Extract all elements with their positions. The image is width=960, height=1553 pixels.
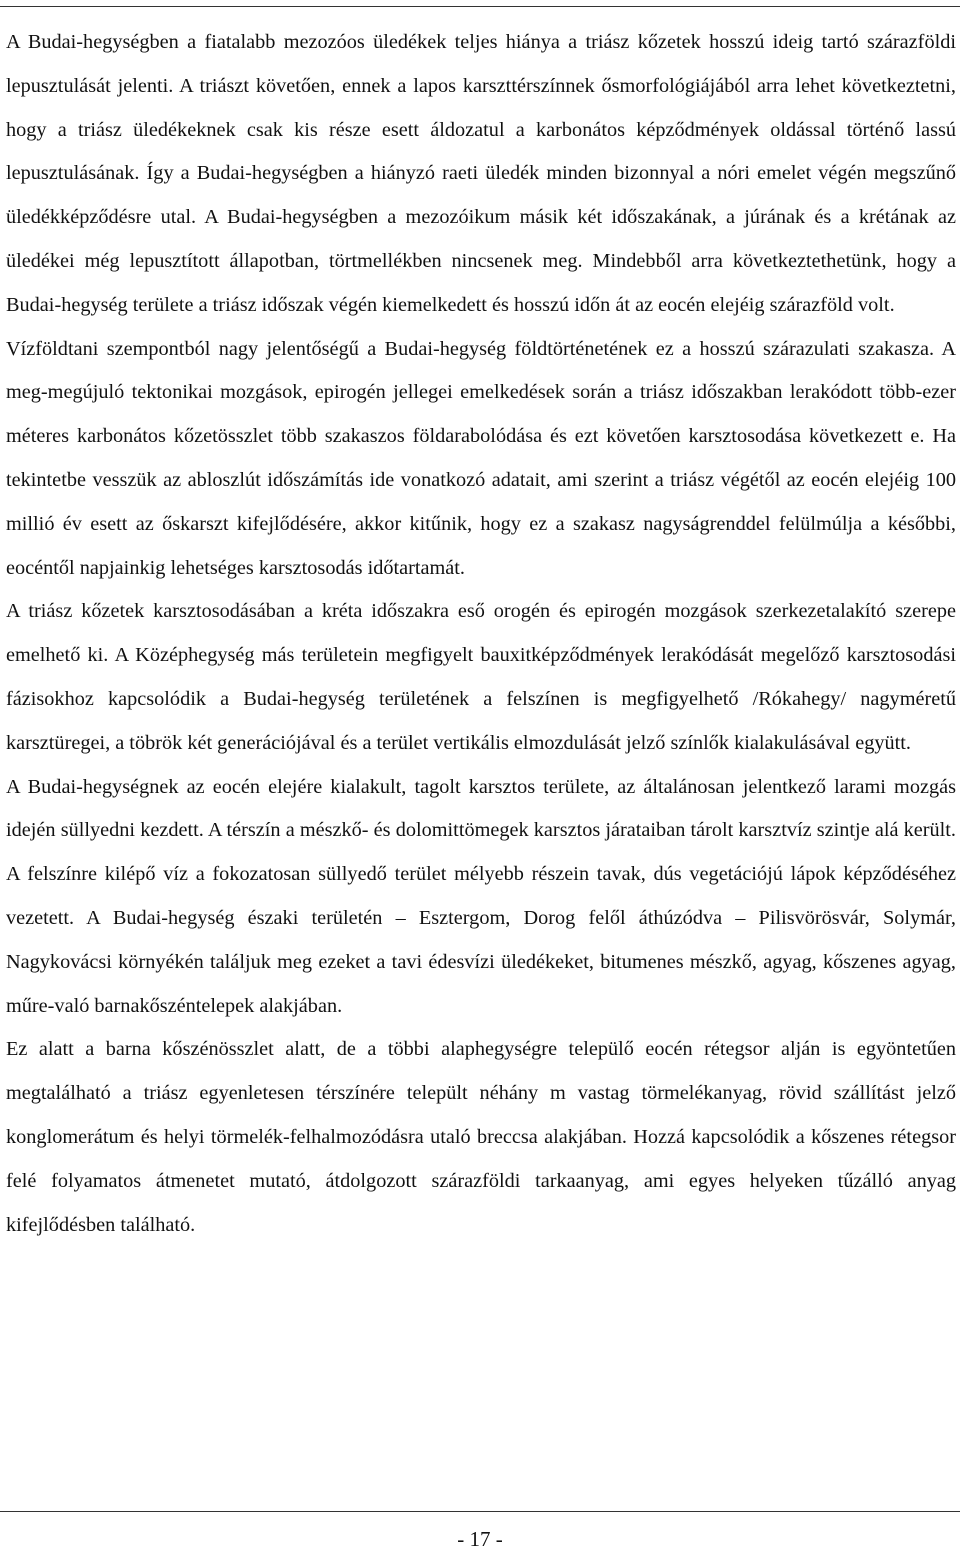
header-divider	[0, 6, 960, 7]
paragraph: Vízföldtani szempontból nagy jelentőségű a Budai-hegység földtörténetének ez a hosszú szárazulati szakasza. A meg-megújuló tektonikai mozgások, epirogén jellegei emelkedések során a triász időszakban lerakódott több-ezer méteres karbonátos kőzetösszlet több szakaszos földarabolódása és ezt követően karsztosodása következett e. Ha tekintetbe vesszük az abloszlút időszámítás ide vonatkozó adatait, ami szerint a triász végétől az eocén elejéig 100 millió év esett az őskarszt kifejlődésére, akkor kitűnik, hogy ez a szakasz nagyságrenddel felülmúlja a későbbi, eocéntől napjainkig lehetséges karsztosodás időtartamát.	[6, 337, 956, 579]
body-text	[6, 21, 956, 1247]
footer-divider	[0, 1511, 960, 1512]
paragraph: Ez alatt a barna kőszénösszlet alatt, de a többi alaphegységre települő eocén rétegsor alján is egyöntetűen megtalálható a triász egyenletesen térszínére települt néhány m vastag törmelékanyag, rövid szállítást jelző konglomerátum és helyi törmelék-felhalmozódásra utaló breccsa alakjában. Hozzá kapcsolódik a kőszenes rétegsor felé folyamatos átmenetet mutató, átdolgozott szárazföldi tarkaanyag, ami egyes helyeken tűzálló anyag kifejlődésben található.	[6, 1038, 956, 1236]
page-number: - 17 -	[457, 1527, 503, 1551]
paragraph: A Budai-hegységnek az eocén elejére kialakult, tagolt karsztos területe, az általánosan jelentkező larami mozgás idején süllyedni kezdett. A térszín a mészkő- és dolomittömegek karsztos járataiban tárolt karsztvíz szintje alá került. A felszínre kilépő víz a fokozatosan süllyedő terület mélyebb részein tavak, dús vegetációjú lápok képződéséhez vezetett. A Budai-hegység északi területén – Esztergom, Dorog felől áthúzódva – Pilisvörösvár, Solymár, Nagykovácsi környékén találjuk meg ezeket a tavi édesvízi üledékeket, bitumenes mészkő, agyag, kőszenes agyag, műre-való barnakőszéntelepek alakjában.	[6, 775, 956, 1017]
paragraph: A Budai-hegységben a fiatalabb mezozóos üledékek teljes hiánya a triász kőzetek hosszú ideig tartó szárazföldi lepusztulását jelenti. A triászt követően, ennek a lapos karszttérszínnek ősmorfológiájából arra lehet következtetni, hogy a triász üledékeknek csak kis része esett áldozatul a karbonátos képződmények oldással történő lassú lepusztulásának. Így a Budai-hegységben a hiányzó raeti üledék minden bizonnyal a nóri emelet végén megszűnő üledékképződésre utal. A Budai-hegységben a mezozóikum másik két időszakának, a júrának és a krétának az üledékei még lepusztított állapotban, törtmellékben nincsenek meg. Mindebből arra következtethetünk, hogy a Budai-hegység területe a triász időszak végén kiemelkedett és hosszú időn át az eocén elejéig szárazföld volt.	[6, 31, 956, 316]
paragraph: A triász kőzetek karsztosodásában a kréta időszakra eső orogén és epirogén mozgások szerkezetalakító szerepe emelhető ki. A Középhegység más területein megfigyelt bauxitképződmények lerakódását megelőző karsztosodási fázisokhoz kapcsolódik a Budai-hegység területének a felszínen is megfigyelhető /Rókahegy/ nagyméretű karsztüregei, a töbrök két generációjával és a terület vertikális elmozdulását jelző színlők kialakulásával együtt.	[6, 600, 956, 754]
